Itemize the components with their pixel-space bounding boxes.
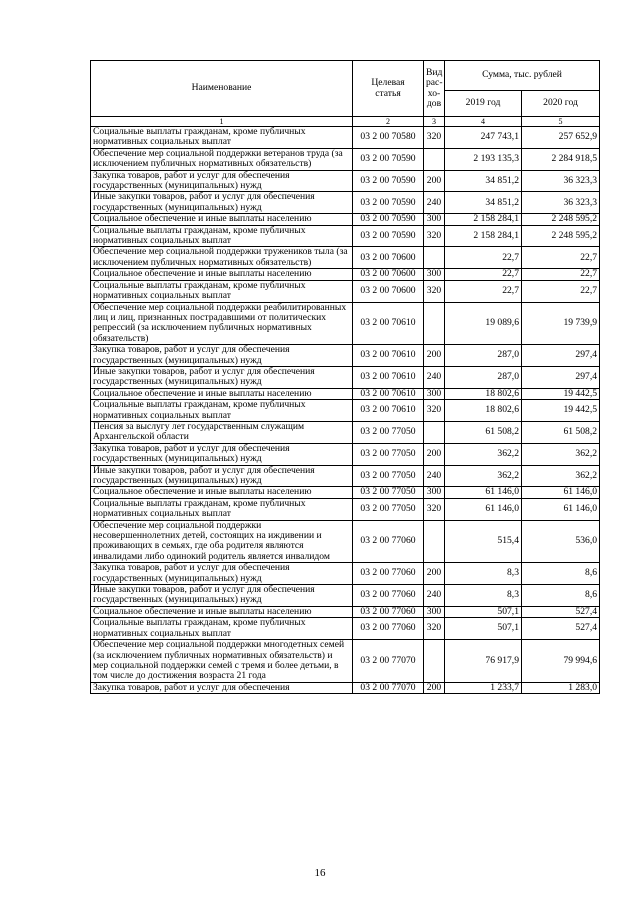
row-sum-2019: 8,3: [445, 585, 522, 607]
row-expense-type: [424, 148, 445, 170]
row-sum-2020: 362,2: [522, 443, 600, 465]
row-sum-2019: 61 508,2: [445, 421, 522, 443]
row-target-code: 03 2 00 70610: [353, 388, 424, 399]
row-sum-2020: 297,4: [522, 366, 600, 388]
row-sum-2019: 61 146,0: [445, 498, 522, 520]
row-sum-2020: 297,4: [522, 345, 600, 367]
row-name: Закупка товаров, работ и услуг для обеспечения государственных (муниципальных) нужд: [91, 563, 353, 585]
row-target-code: 03 2 00 70590: [353, 148, 424, 170]
row-expense-type: 240: [424, 465, 445, 487]
row-expense-type: [424, 520, 445, 563]
table-row: [91, 585, 600, 607]
row-target-code: 03 2 00 70590: [353, 225, 424, 247]
row-expense-type: 320: [424, 225, 445, 247]
table-row: [91, 302, 600, 345]
row-expense-type: 300: [424, 388, 445, 399]
table-row: [91, 170, 600, 192]
row-sum-2019: 34 851,2: [445, 192, 522, 214]
table-row: [91, 443, 600, 465]
row-expense-type: 320: [424, 400, 445, 422]
row-expense-type: [424, 302, 445, 345]
row-sum-2020: 22,7: [522, 247, 600, 269]
table-row: [91, 214, 600, 225]
row-expense-type: [424, 421, 445, 443]
row-name: Социальные выплаты гражданам, кроме публичных нормативных социальных выплат: [91, 618, 353, 640]
page-number: 16: [314, 867, 326, 879]
budget-table: [90, 60, 600, 694]
row-sum-2019: 1 233,7: [445, 682, 522, 693]
table-row: [91, 388, 600, 399]
table-row: [91, 225, 600, 247]
row-target-code: 03 2 00 70610: [353, 302, 424, 345]
table-row: [91, 421, 600, 443]
row-sum-2019: 76 917,9: [445, 640, 522, 683]
row-sum-2020: 2 248 595,2: [522, 214, 600, 225]
header-year-2019: 2019 год: [445, 91, 522, 117]
table-row: [91, 563, 600, 585]
row-expense-type: [424, 247, 445, 269]
row-target-code: 03 2 00 77070: [353, 640, 424, 683]
row-name: Иные закупки товаров, работ и услуг для обеспечения государственных (муниципальных) нужд: [91, 192, 353, 214]
table-row: [91, 247, 600, 269]
row-name: Социальные выплаты гражданам, кроме публичных нормативных социальных выплат: [91, 280, 353, 302]
row-expense-type: 320: [424, 127, 445, 149]
table-row: [91, 640, 600, 683]
row-name: Социальные выплаты гражданам, кроме публичных нормативных социальных выплат: [91, 400, 353, 422]
row-sum-2020: 8,6: [522, 563, 600, 585]
row-target-code: 03 2 00 70610: [353, 400, 424, 422]
row-sum-2019: 22,7: [445, 280, 522, 302]
row-name: Закупка товаров, работ и услуг для обеспечения: [91, 682, 353, 693]
header-year-2020: 2020 год: [522, 91, 600, 117]
row-name: Закупка товаров, работ и услуг для обеспечения государственных (муниципальных) нужд: [91, 345, 353, 367]
row-target-code: 03 2 00 77050: [353, 487, 424, 498]
row-name: Социальные выплаты гражданам, кроме публичных нормативных социальных выплат: [91, 225, 353, 247]
row-sum-2020: 2 248 595,2: [522, 225, 600, 247]
index-cell: 1: [91, 117, 353, 127]
row-sum-2019: 362,2: [445, 443, 522, 465]
header-vid: Вид рас-хо-дов: [424, 61, 445, 117]
index-row: [91, 117, 600, 127]
row-target-code: 03 2 00 70590: [353, 214, 424, 225]
row-name: Иные закупки товаров, работ и услуг для обеспечения государственных (муниципальных) нужд: [91, 585, 353, 607]
row-sum-2019: 34 851,2: [445, 170, 522, 192]
row-sum-2020: 527,4: [522, 606, 600, 617]
row-name: Социальное обеспечение и иные выплаты населению: [91, 606, 353, 617]
row-expense-type: 320: [424, 280, 445, 302]
row-sum-2019: 515,4: [445, 520, 522, 563]
table-row: [91, 465, 600, 487]
row-name: Иные закупки товаров, работ и услуг для обеспечения государственных (муниципальных) нужд: [91, 465, 353, 487]
row-target-code: 03 2 00 70600: [353, 247, 424, 269]
table-row: [91, 280, 600, 302]
row-sum-2020: 22,7: [522, 280, 600, 302]
row-target-code: 03 2 00 77060: [353, 563, 424, 585]
row-sum-2020: 2 284 918,5: [522, 148, 600, 170]
row-sum-2020: 61 146,0: [522, 487, 600, 498]
row-target-code: 03 2 00 70600: [353, 269, 424, 280]
header-name: Наименование: [91, 61, 353, 117]
row-sum-2019: 507,1: [445, 606, 522, 617]
row-sum-2019: 2 193 135,3: [445, 148, 522, 170]
row-sum-2020: 536,0: [522, 520, 600, 563]
row-name: Социальное обеспечение и иные выплаты населению: [91, 269, 353, 280]
table-body: [91, 127, 600, 694]
row-sum-2019: 287,0: [445, 366, 522, 388]
table-row: [91, 127, 600, 149]
row-sum-2020: 61 146,0: [522, 498, 600, 520]
row-name: Социальное обеспечение и иные выплаты населению: [91, 388, 353, 399]
row-sum-2019: 362,2: [445, 465, 522, 487]
row-name: Обеспечение мер социальной поддержки реабилитированных лиц и лиц, признанных пострадавшими от политических репрессий (за исключением публичных нормативных обязательств): [91, 302, 353, 345]
row-sum-2020: 79 994,6: [522, 640, 600, 683]
row-name: Обеспечение мер социальной поддержки тружеников тыла (за исключением публичных нормативных обязательств): [91, 247, 353, 269]
row-target-code: 03 2 00 77050: [353, 498, 424, 520]
row-sum-2020: 22,7: [522, 269, 600, 280]
table-row: [91, 366, 600, 388]
row-expense-type: 320: [424, 618, 445, 640]
row-expense-type: 240: [424, 585, 445, 607]
row-sum-2019: 507,1: [445, 618, 522, 640]
row-name: Социальные выплаты гражданам, кроме публичных нормативных социальных выплат: [91, 498, 353, 520]
row-sum-2020: 1 283,0: [522, 682, 600, 693]
row-sum-2020: 19 739,9: [522, 302, 600, 345]
row-name: Обеспечение мер социальной поддержки многодетных семей (за исключением публичных нормативных обязательств) и мер социальной поддержки семей с тремя и более детьми, в том числе до достижения возраста 21 года: [91, 640, 353, 683]
row-target-code: 03 2 00 77050: [353, 421, 424, 443]
row-name: Иные закупки товаров, работ и услуг для обеспечения государственных (муниципальных) нужд: [91, 366, 353, 388]
table-row: [91, 682, 600, 693]
row-name: Социальное обеспечение и иные выплаты населению: [91, 487, 353, 498]
row-sum-2019: 247 743,1: [445, 127, 522, 149]
table-row: [91, 269, 600, 280]
row-name: Обеспечение мер социальной поддержки несовершеннолетних детей, состоящих на иждивении и проживающих в семьях, где оба родителя являются инвалидами либо одинокий родитель является инвалидом: [91, 520, 353, 563]
header-code: Целевая статья: [353, 61, 424, 117]
header-sum: Сумма, тыс. рублей: [445, 61, 600, 91]
row-name: Закупка товаров, работ и услуг для обеспечения государственных (муниципальных) нужд: [91, 443, 353, 465]
row-sum-2019: 8,3: [445, 563, 522, 585]
row-expense-type: 300: [424, 606, 445, 617]
row-sum-2019: 287,0: [445, 345, 522, 367]
row-expense-type: [424, 640, 445, 683]
row-expense-type: 200: [424, 170, 445, 192]
row-target-code: 03 2 00 70580: [353, 127, 424, 149]
row-sum-2020: 36 323,3: [522, 192, 600, 214]
row-target-code: 03 2 00 77050: [353, 443, 424, 465]
row-sum-2020: 362,2: [522, 465, 600, 487]
index-cell: 3: [424, 117, 445, 127]
index-cell: 4: [445, 117, 522, 127]
row-sum-2019: 2 158 284,1: [445, 225, 522, 247]
index-cell: 2: [353, 117, 424, 127]
row-target-code: 03 2 00 70590: [353, 192, 424, 214]
table-row: [91, 618, 600, 640]
table-row: [91, 192, 600, 214]
row-target-code: 03 2 00 77070: [353, 682, 424, 693]
row-expense-type: 240: [424, 366, 445, 388]
table-row: [91, 400, 600, 422]
table-row: [91, 606, 600, 617]
table-row: [91, 345, 600, 367]
row-target-code: 03 2 00 77060: [353, 618, 424, 640]
row-sum-2020: 527,4: [522, 618, 600, 640]
row-name: Пенсия за выслугу лет государственным служащим Архангельской области: [91, 421, 353, 443]
row-sum-2020: 19 442,5: [522, 400, 600, 422]
row-sum-2019: 18 802,6: [445, 400, 522, 422]
row-name: Социальное обеспечение и иные выплаты населению: [91, 214, 353, 225]
row-sum-2019: 19 089,6: [445, 302, 522, 345]
row-sum-2019: 2 158 284,1: [445, 214, 522, 225]
row-sum-2020: 61 508,2: [522, 421, 600, 443]
row-expense-type: 200: [424, 443, 445, 465]
row-target-code: 03 2 00 77060: [353, 520, 424, 563]
row-target-code: 03 2 00 70610: [353, 345, 424, 367]
row-sum-2020: 8,6: [522, 585, 600, 607]
row-expense-type: 200: [424, 682, 445, 693]
table-row: [91, 487, 600, 498]
row-sum-2020: 257 652,9: [522, 127, 600, 149]
row-sum-2019: 18 802,6: [445, 388, 522, 399]
row-target-code: 03 2 00 70610: [353, 366, 424, 388]
row-sum-2020: 36 323,3: [522, 170, 600, 192]
row-target-code: 03 2 00 77060: [353, 585, 424, 607]
row-expense-type: 200: [424, 345, 445, 367]
row-target-code: 03 2 00 70590: [353, 170, 424, 192]
row-expense-type: 300: [424, 487, 445, 498]
row-name: Закупка товаров, работ и услуг для обеспечения государственных (муниципальных) нужд: [91, 170, 353, 192]
row-expense-type: 200: [424, 563, 445, 585]
index-cell: 5: [522, 117, 600, 127]
row-sum-2019: 61 146,0: [445, 487, 522, 498]
row-name: Обеспечение мер социальной поддержки ветеранов труда (за исключением публичных нормативных обязательств): [91, 148, 353, 170]
row-sum-2019: 22,7: [445, 269, 522, 280]
row-expense-type: 240: [424, 192, 445, 214]
table-row: [91, 498, 600, 520]
row-target-code: 03 2 00 70600: [353, 280, 424, 302]
row-target-code: 03 2 00 77050: [353, 465, 424, 487]
row-expense-type: 300: [424, 214, 445, 225]
row-name: Социальные выплаты гражданам, кроме публичных нормативных социальных выплат: [91, 127, 353, 149]
row-expense-type: 300: [424, 269, 445, 280]
row-sum-2020: 19 442,5: [522, 388, 600, 399]
row-sum-2019: 22,7: [445, 247, 522, 269]
row-expense-type: 320: [424, 498, 445, 520]
table-row: [91, 148, 600, 170]
row-target-code: 03 2 00 77060: [353, 606, 424, 617]
table-row: [91, 520, 600, 563]
